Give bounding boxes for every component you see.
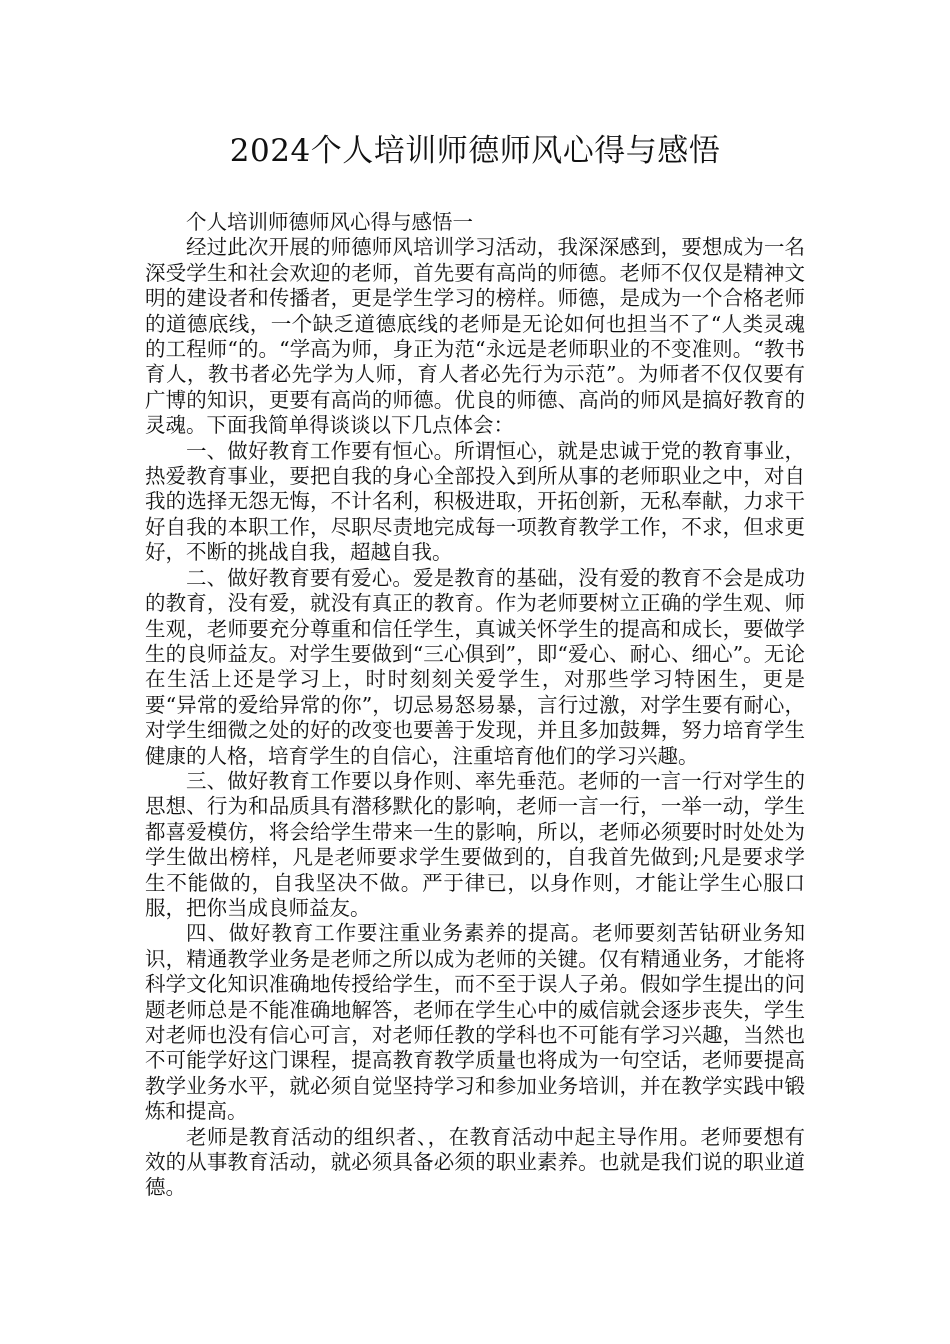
- document-page: [145, 128, 805, 1201]
- paragraph-point-1: 一、做好教育工作要有恒心。所谓恒心，就是忠诚于党的教育事业，热爱教育事业，要把自我的身心全部投入到所从事的老师职业之中，对自我的选择无怨无悔，不计名利，积极进取，开拓创新，无私奉献，力求干好自我的本职工作，尽职尽责地完成每一项教育教学工作，不求，但求更好，不断的挑战自我，超越自我。: [145, 438, 805, 565]
- paragraph-conclusion: 老师是教育活动的组织者、，在教育活动中起主导作用。老师要想有效的从事教育活动，就必须具备必须的职业素养。也就是我们说的职业道德。: [145, 1124, 805, 1200]
- paragraph-subtitle: 个人培训师德师风心得与感悟一: [186, 210, 473, 234]
- paragraph-intro: 经过此次开展的师德师风培训学习活动，我深深感到，要想成为一名深受学生和社会欢迎的老师，首先要有高尚的师德。老师不仅仅是精神文明的建设者和传播者，更是学生学习的榜样。师德，是成为一个合格老师的道德底线，一个缺乏道德底线的老师是无论如何也担当不了“人类灵魂的工程师“的。“学高为师，身正为范“永远是老师职业的不变准则。“教书育人，教书者必先学为人师，育人者必先行为示范”。为师者不仅仅要有广博的知识，更要有高尚的师德。优良的师德、高尚的师风是搞好教育的灵魂。下面我简单得谈谈以下几点体会：: [145, 235, 805, 438]
- paragraph-point-4: 四、做好教育工作要注重业务素养的提高。老师要刻苦钻研业务知识，精通教学业务是老师之所以成为老师的关键。仅有精通业务，才能将科学文化知识准确地传授给学生，而不至于误人子弟。假如学生提出的问题老师总是不能准确地解答，老师在学生心中的威信就会逐步丧失，学生对老师也没有信心可言，对老师任教的学科也不可能有学习兴趣，当然也不可能学好这门课程，提高教育教学质量也将成为一句空话，老师要提高教学业务水平，就必须自觉坚持学习和参加业务培训，并在教学实践中锻炼和提高。: [145, 921, 805, 1124]
- document-title: 2024个人培训师德师风心得与感悟: [229, 133, 721, 169]
- paragraph-point-3: 三、做好教育工作要以身作则、率先垂范。老师的一言一行对学生的思想、行为和品质具有潜移默化的影响，老师一言一行，一举一动，学生都喜爱模仿，将会给学生带来一生的影响，所以，老师必须要时时处处为学生做出榜样，凡是老师要求学生要做到的，自我首先做到;凡是要求学生不能做的，自我坚决不做。严于律已，以身作则，才能让学生心服口服，把你当成良师益友。: [145, 768, 805, 920]
- paragraph-point-2: 二、做好教育要有爱心。爱是教育的基础，没有爱的教育不会是成功的教育，没有爱，就没有真正的教育。作为老师要树立正确的学生观、师生观，老师要充分尊重和信任学生，真诚关怀学生的提高和成长，要做学生的良师益友。对学生要做到“三心俱到”，即“爱心、耐心、细心”。无论在生活上还是学习上，时时刻刻关爱学生，对那些学习特困生，更是要“异常的爱给异常的你”，切忌易怒易暴，言行过激，对学生要有耐心，对学生细微之处的好的改变也要善于发现，并且多加鼓舞，努力培育学生健康的人格，培育学生的自信心，注重培育他们的学习兴趣。: [145, 565, 805, 768]
